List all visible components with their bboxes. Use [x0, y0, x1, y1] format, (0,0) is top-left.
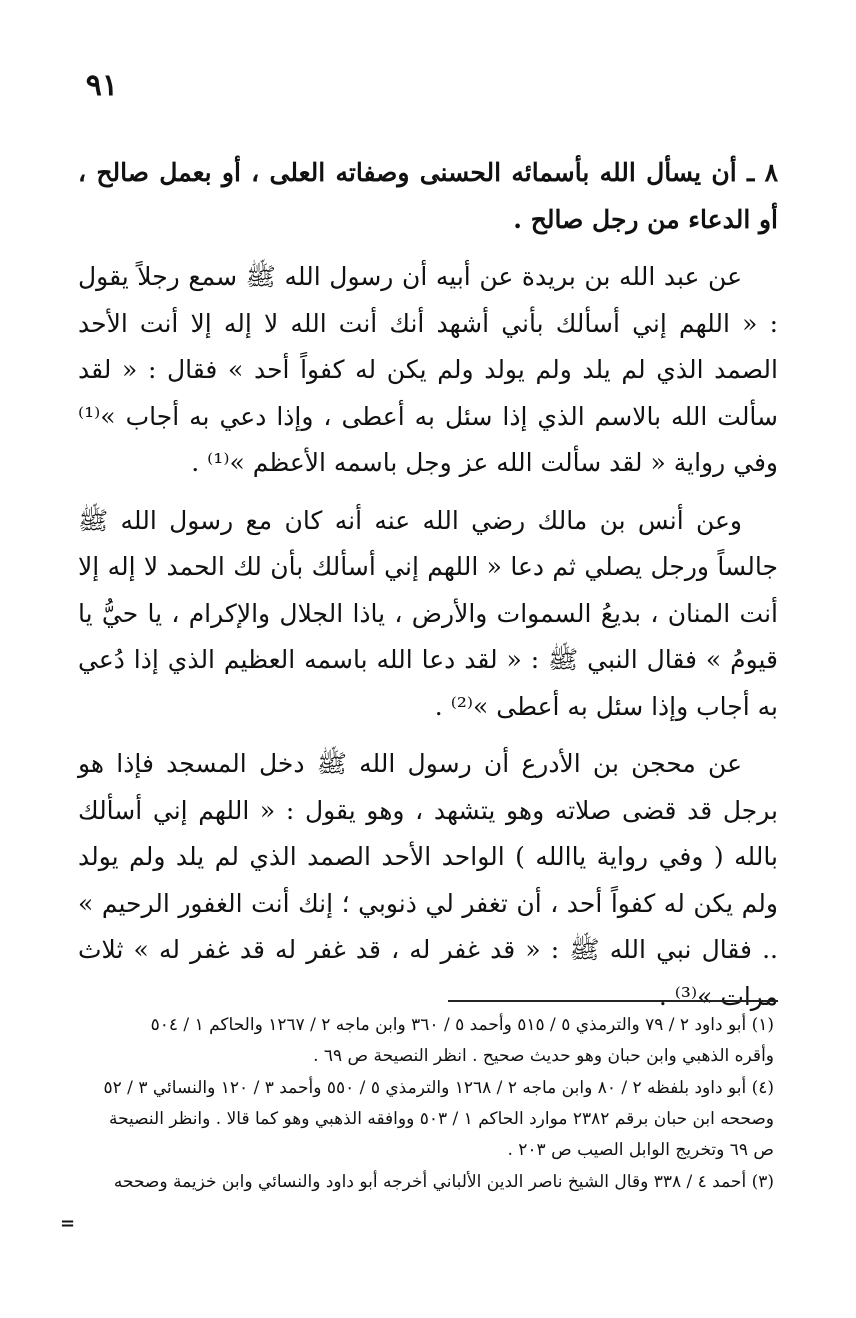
- paragraph-anas: وعن أنس بن مالك رضي الله عنه أنه كان مع رسول الله ﷺ جالساً ورجل يصلي ثم دعا « اللهم إني أسألك بأن لك الحمد لا إله إلا أنت المنان ، بديعُ السموات والأرض ، ياذا الجلال والإكرام ، يا حيُّ يا قيومُ » فقال النبي ﷺ : « لقد دعا الله باسمه العظيم الذي إذا دُعي به أجاب وإذا سئل به أعطى »⁽²⁾ .: [78, 505, 778, 721]
- footnotes: [74, 1010, 778, 1199]
- paragraph-buraydah: عن عبد الله بن بريدة عن أبيه أن رسول الله ﷺ سمع رجلاً يقول : « اللهم إني أسألك بأني أشهد أنك أنت الله لا إله إلا أنت الأحد الصمد الذي لم يلد ولم يولد ولم يكن له كفواً أحد » فقال : « لقد سألت الله بالاسم الذي إذا سئل به أعطى ، وإذا دعي به أجاب »⁽¹⁾ وفي رواية « لقد سألت الله عز وجل باسمه الأعظم »⁽¹⁾ .: [78, 262, 778, 477]
- page-number: ٩١: [85, 68, 118, 103]
- footnote-2: [74, 1073, 778, 1166]
- footnote-2-line-2: وصححه ابن حبان برقم ٢٣٨٢ موارد الحاكم ١ / ٥٠٣ ووافقه الذهبي وهو كما قالا . وانظر النصيحة: [108, 1109, 774, 1129]
- footnote-divider: [448, 1000, 778, 1002]
- footnote-3-line-1: (٣) أحمد ٤ / ٣٣٨ وقال الشيخ ناصر الدين الألباني أخرجه أبو داود والنسائي وابن خزيمة وصححه: [113, 1172, 774, 1192]
- main-text: [78, 150, 778, 1031]
- section-heading: ٨ ـ أن يسأل الله بأسمائه الحسنى وصفاته العلى ، أو بعمل صالح ، أو الدعاء من رجل صالح .: [78, 158, 778, 234]
- footnote-1: [74, 1010, 778, 1072]
- footnote-3: [74, 1167, 778, 1198]
- footnote-2-line-3: ص ٦٩ وتخريج الوابل الصيب ص ٢٠٣ .: [507, 1140, 774, 1160]
- footnote-1-line-2: وأقره الذهبي وابن حبان وهو حديث صحيح . انظر النصيحة ص ٦٩ .: [313, 1046, 774, 1066]
- continuation-mark: =: [60, 1213, 76, 1234]
- footnote-1-line-1: (١) أبو داود ٢ / ٧٩ والترمذي ٥ / ٥١٥ وأحمد ٥ / ٣٦٠ وابن ماجه ٢ / ١٢٦٧ والحاكم ١ / ٥٠٤: [150, 1015, 774, 1035]
- paragraph-mihjan: عن محجن بن الأدرع أن رسول الله ﷺ دخل المسجد فإذا هو برجل قد قضى صلاته وهو يتشهد ، وهو يقول : « اللهم إني أسألك بالله ( وفي رواية ياالله ) الواحد الأحد الصمد الذي لم يلد ولم يولد ولم يكن له كفواً أحد ، أن تغفر لي ذنوبي ؛ إنك أنت الغفور الرحيم » .. فقال نبي الله ﷺ : « قد غفر له ، قد غفر له قد غفر له » ثلاث مرات »⁽³⁾ .: [78, 749, 778, 1011]
- footnote-2-line-1: (٤) أبو داود بلفظه ٢ / ٨٠ وابن ماجه ٢ / ١٢٦٨ والترمذي ٥ / ٥٥٠ وأحمد ٣ / ١٢٠ والنسائي ٣ / ٥٢: [103, 1078, 774, 1098]
